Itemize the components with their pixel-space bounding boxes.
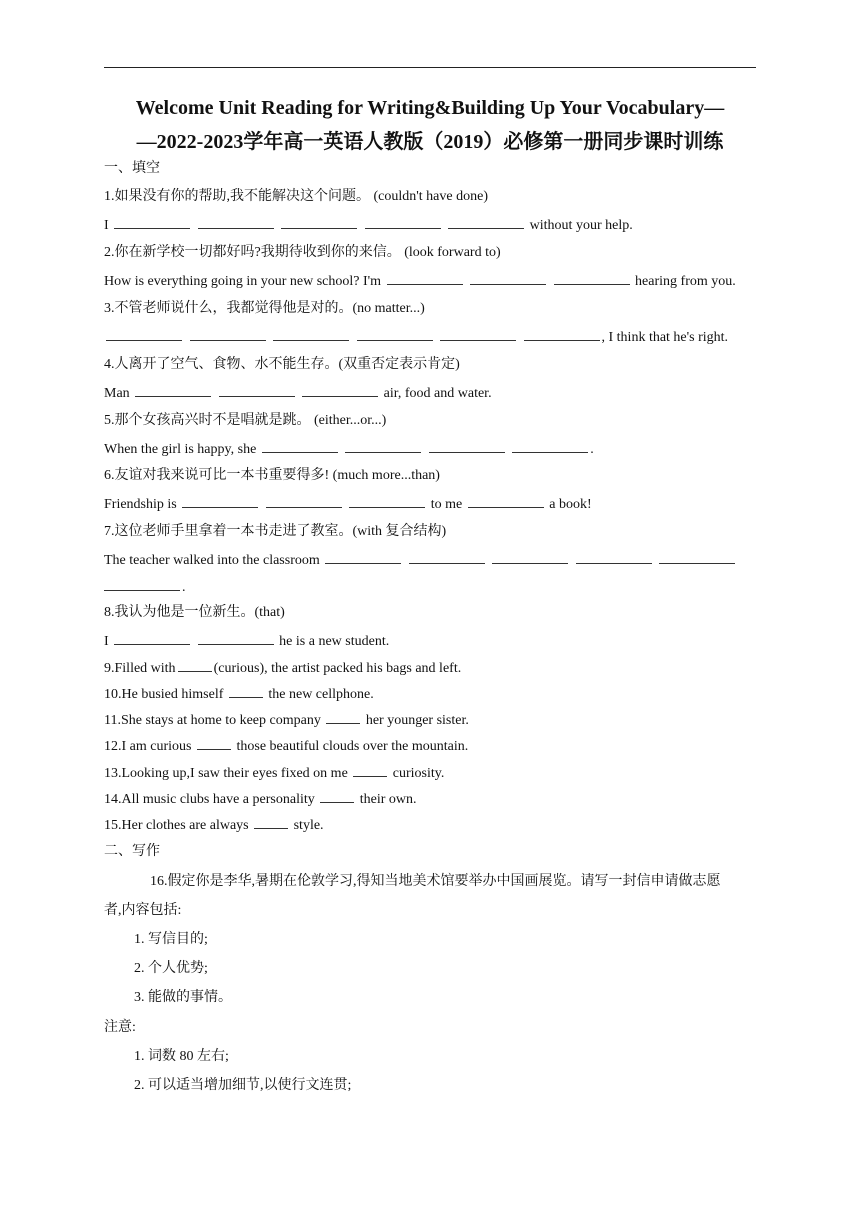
q9-line [104,659,461,678]
answer-blank[interactable] [281,216,357,229]
q16-prompt-line-1: 16.假定你是李华,暑期在伦敦学习,得知当地美术馆要举办中国画展览。请写一封信申请做志愿 [150,874,721,889]
q15-line [104,816,324,835]
answer-blank[interactable] [512,440,588,453]
q5-prompt: 5.那个女孩高兴时不是唱就是跳。 (either...or...) [104,413,387,428]
q1-prompt: 1.如果没有你的帮助,我不能解决这个问题。 (couldn't have done) [104,189,488,204]
q8-start: I [104,634,109,649]
q6-prompt: 6.友谊对我来说可比一本书重要得多! (much more...than) [104,468,440,483]
section-1-heading: 一、填空 [104,161,160,176]
header-rule [104,67,756,68]
q6-mid: to me [430,497,463,512]
q5-answer-line [104,440,594,459]
answer-blank[interactable] [440,328,516,341]
answer-blank[interactable] [198,216,274,229]
q1-start: I [104,218,109,233]
q7-answer-line-2 [104,578,186,597]
answer-blank[interactable] [229,685,263,698]
q7-start: The teacher walked into the classroom [104,553,320,568]
q9-end: (curious), the artist packed his bags and left. [213,661,462,676]
q10-line [104,685,374,704]
q9-start: 9.Filled with [104,661,176,676]
answer-blank[interactable] [468,495,544,508]
answer-blank[interactable] [178,659,212,672]
q6-end: a book! [549,497,592,512]
q5-start: When the girl is happy, she [104,442,257,457]
answer-blank[interactable] [492,551,568,564]
answer-blank[interactable] [273,328,349,341]
q7-prompt: 7.这位老师手里拿着一本书走进了教室。(with 复合结构) [104,524,447,539]
title-line-2: —2022-2023学年高一英语人教版（2019）必修第一册同步课时训练 [136,131,724,153]
q16-note: 1. 词数 80 左右; [134,1049,229,1064]
answer-blank[interactable] [387,272,463,285]
answer-blank[interactable] [524,328,600,341]
answer-blank[interactable] [197,737,231,750]
q10-end: the new cellphone. [268,687,374,702]
q6-start: Friendship is [104,497,177,512]
q12-start: 12.I am curious [104,739,192,754]
answer-blank[interactable] [219,384,295,397]
answer-blank[interactable] [353,764,387,777]
answer-blank[interactable] [302,384,378,397]
q16-note-label: 注意: [104,1020,136,1035]
answer-blank[interactable] [135,384,211,397]
q8-prompt: 8.我认为他是一位新生。(that) [104,605,285,620]
answer-blank[interactable] [345,440,421,453]
q10-start: 10.He busied himself [104,687,224,702]
answer-blank[interactable] [114,632,190,645]
q13-line [104,764,444,783]
answer-blank[interactable] [266,495,342,508]
q4-answer-line [104,384,492,403]
answer-blank[interactable] [448,216,524,229]
answer-blank[interactable] [357,328,433,341]
q12-line [104,737,468,756]
q11-start: 11.She stays at home to keep company [104,713,321,728]
answer-blank[interactable] [104,578,180,591]
q15-end: style. [293,818,324,833]
q2-start: How is everything going in your new school? I'm [104,274,382,289]
answer-blank[interactable] [198,632,274,645]
answer-blank[interactable] [470,272,546,285]
q2-answer-line [104,272,736,291]
answer-blank[interactable] [326,711,360,724]
answer-blank[interactable] [554,272,630,285]
q16-prompt-line-2: 者,内容包括: [104,903,182,918]
answer-blank[interactable] [409,551,485,564]
q2-end: hearing from you. [635,274,736,289]
q2-prompt: 2.你在新学校一切都好吗?我期待收到你的来信。 (look forward to) [104,245,501,260]
answer-blank[interactable] [262,440,338,453]
q7-end: . [182,580,186,595]
q11-line [104,711,469,730]
q12-end: those beautiful clouds over the mountain. [236,739,469,754]
answer-blank[interactable] [106,328,182,341]
q16-point: 1. 写信目的; [134,932,208,947]
title-line-1: Welcome Unit Reading for Writing&Building Up Your Vocabulary— [135,97,725,119]
q16-point: 3. 能做的事情。 [134,990,232,1005]
q13-start: 13.Looking up,I saw their eyes fixed on me [104,766,348,781]
q4-prompt: 4.人离开了空气、食物、水不能生存。(双重否定表示肯定) [104,357,460,372]
q8-end: he is a new student. [279,634,390,649]
q15-start: 15.Her clothes are always [104,818,249,833]
answer-blank[interactable] [659,551,735,564]
q1-answer-line [104,216,633,235]
q16-note: 2. 可以适当增加细节,以使行文连贯; [134,1078,352,1093]
answer-blank[interactable] [114,216,190,229]
answer-blank[interactable] [254,816,288,829]
answer-blank[interactable] [320,790,354,803]
q14-start: 14.All music clubs have a personality [104,792,315,807]
answer-blank[interactable] [182,495,258,508]
q6-answer-line [104,495,592,514]
q3-prompt: 3.不管老师说什么，我都觉得他是对的。(no matter...) [104,301,425,316]
answer-blank[interactable] [365,216,441,229]
q13-end: curiosity. [392,766,445,781]
q3-answer-line [104,328,728,347]
q4-start: Man [104,386,130,401]
q7-answer-line [104,551,737,570]
q14-line [104,790,417,809]
q8-answer-line [104,632,389,651]
q3-end: , I think that he's right. [601,330,729,345]
q16-point: 2. 个人优势; [134,961,208,976]
answer-blank[interactable] [190,328,266,341]
q11-end: her younger sister. [365,713,469,728]
q4-end: air, food and water. [383,386,492,401]
q5-end: . [590,442,594,457]
answer-blank[interactable] [325,551,401,564]
answer-blank[interactable] [349,495,425,508]
q14-end: their own. [359,792,417,807]
q1-end: without your help. [529,218,633,233]
answer-blank[interactable] [429,440,505,453]
section-2-heading: 二、写作 [104,844,160,859]
answer-blank[interactable] [576,551,652,564]
